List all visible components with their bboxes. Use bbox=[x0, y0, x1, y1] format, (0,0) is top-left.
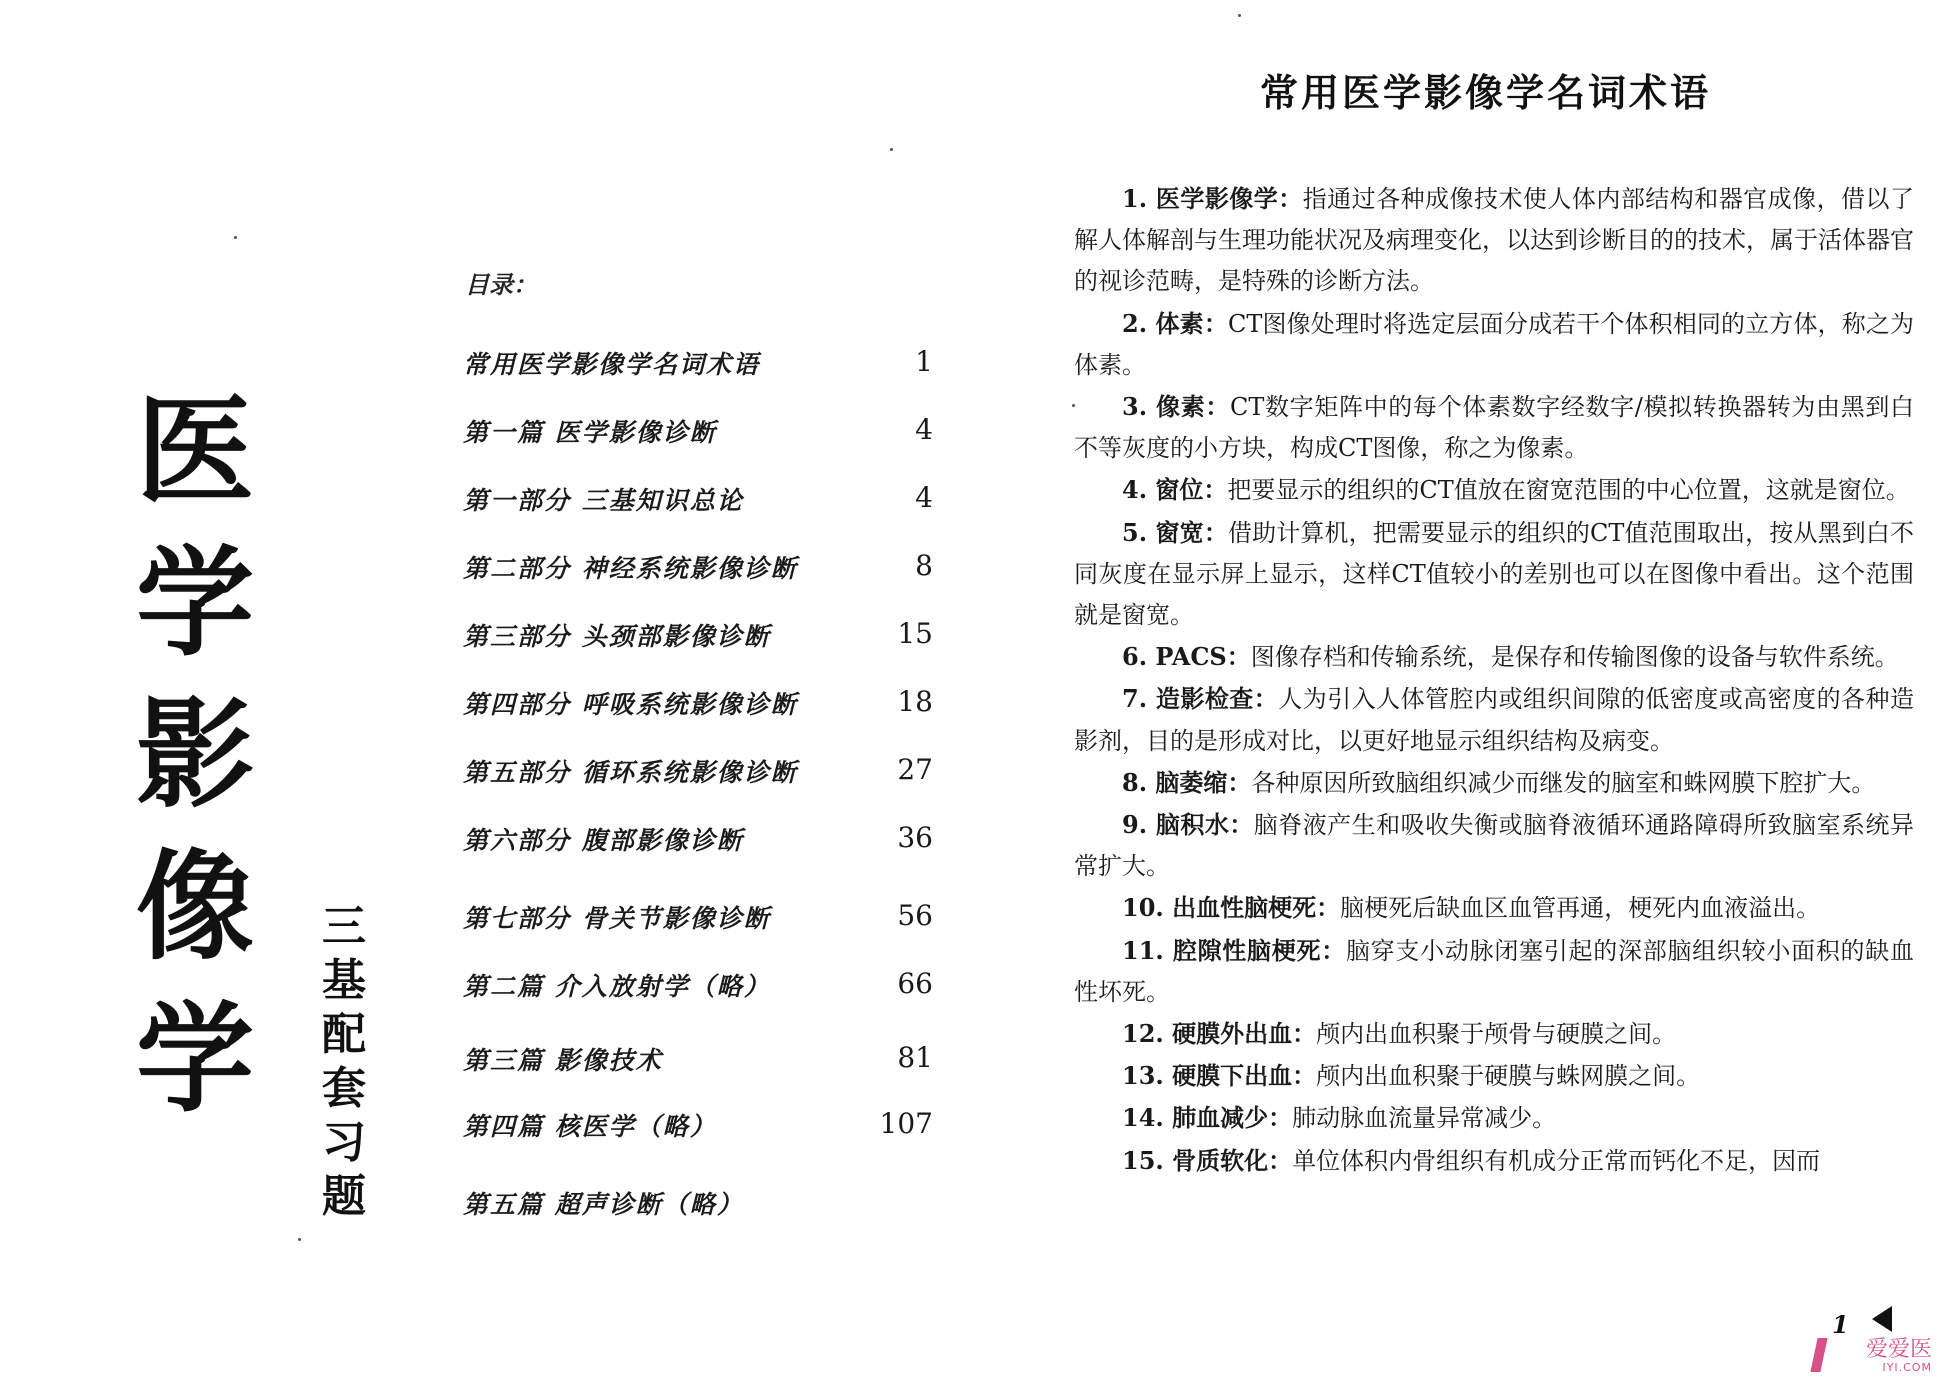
glossary-entry bbox=[1074, 636, 1914, 678]
toc-entry-page: 4 bbox=[915, 481, 933, 514]
glossary-term: 11. 腔隙性脑梗死： bbox=[1122, 935, 1346, 965]
toc-entry-page: 4 bbox=[915, 413, 933, 446]
glossary-term: 2. 体素： bbox=[1122, 308, 1228, 338]
cover-title-char: 影 bbox=[135, 685, 254, 824]
glossary-definition: 颅内出血积聚于颅骨与硬膜之间。 bbox=[1316, 1020, 1677, 1049]
glossary-body bbox=[1074, 178, 1914, 1182]
glossary-entry bbox=[1074, 762, 1914, 804]
glossary-entry bbox=[1074, 386, 1914, 469]
toc-entry-page: 27 bbox=[897, 753, 933, 786]
cover-title-char: 医 bbox=[135, 381, 254, 520]
watermark-text: 爱爱医 bbox=[1865, 1337, 1932, 1362]
toc-entry-title: 第四篇 核医学（略） bbox=[463, 1112, 717, 1141]
scan-speck bbox=[1072, 404, 1075, 407]
toc-entry-title: 第一篇 医学影像诊断 bbox=[463, 418, 717, 447]
toc-entry[interactable] bbox=[463, 1185, 933, 1225]
toc-entry[interactable] bbox=[463, 617, 933, 657]
glossary-definition: CT数字矩阵中的每个体素数字经数字/模拟转换器转为由黑到白不等灰度的小方块，构成CT图像，称之为像素。 bbox=[1074, 393, 1914, 463]
toc-entry[interactable] bbox=[463, 967, 933, 1007]
glossary-definition: 颅内出血积聚于硬膜与蛛网膜之间。 bbox=[1316, 1062, 1701, 1091]
glossary-entry bbox=[1074, 930, 1914, 1013]
toc-entry-title: 常用医学影像学名词术语 bbox=[463, 350, 761, 379]
toc-entry-page: 36 bbox=[897, 821, 933, 854]
toc-entry[interactable] bbox=[463, 549, 933, 589]
glossary-definition: 肺动脉血流量异常减少。 bbox=[1292, 1104, 1557, 1133]
subtitle-char: 基 bbox=[322, 955, 366, 1006]
toc-entry[interactable] bbox=[463, 899, 933, 939]
glossary-term: 3. 像素： bbox=[1122, 392, 1231, 422]
toc-entry[interactable] bbox=[463, 821, 933, 861]
toc-entry-title: 第七部分 骨关节影像诊断 bbox=[463, 904, 771, 933]
page-heading: 常用医学影像学名词术语 bbox=[1260, 70, 1712, 115]
cover-subtitle bbox=[318, 900, 370, 1224]
glossary-entry bbox=[1074, 1013, 1914, 1055]
toc-entry[interactable] bbox=[463, 413, 933, 453]
cover-title-char: 学 bbox=[135, 533, 254, 672]
glossary-entry bbox=[1074, 1097, 1914, 1139]
glossary-term: 7. 造影检查： bbox=[1122, 684, 1279, 714]
glossary-definition: 脑穿支小动脉闭塞引起的深部脑组织较小面积的缺血性坏死。 bbox=[1074, 936, 1915, 1006]
glossary-definition: 脑梗死后缺血区血管再通，梗死内血液溢出。 bbox=[1340, 894, 1821, 923]
glossary-entry bbox=[1074, 512, 1914, 637]
toc-entry-page: 18 bbox=[897, 685, 933, 718]
glossary-entry bbox=[1074, 678, 1914, 761]
glossary-definition: 指通过各种成像技术使人体内部结构和器官成像，借以了解人体解剖与生理功能状况及病理变化，以达到诊断目的的技术，属于活体器官的视诊范畴，是特殊的诊断方法。 bbox=[1074, 185, 1914, 296]
cover-title-char: 学 bbox=[135, 989, 254, 1128]
toc-entry[interactable] bbox=[463, 345, 933, 385]
toc-entry-title: 第四部分 呼吸系统影像诊断 bbox=[463, 690, 798, 719]
toc-entry-page: 56 bbox=[897, 899, 933, 932]
toc-entry-page: 1 bbox=[915, 345, 933, 378]
page-number: 1 bbox=[1832, 1310, 1849, 1339]
toc-entry-page: 8 bbox=[915, 549, 933, 582]
glossary-term: 4. 窗位： bbox=[1122, 475, 1228, 505]
glossary-entry bbox=[1074, 178, 1914, 303]
toc-entry-title: 第二部分 神经系统影像诊断 bbox=[463, 554, 798, 583]
glossary-term: 1. 医学影像学： bbox=[1122, 184, 1303, 213]
subtitle-char: 题 bbox=[322, 1171, 366, 1222]
toc-entry[interactable] bbox=[463, 685, 933, 725]
cover-title-char: 像 bbox=[135, 837, 254, 976]
scan-speck bbox=[890, 148, 893, 151]
toc-entry-page: 107 bbox=[879, 1107, 933, 1140]
scan-speck bbox=[298, 1238, 301, 1241]
left-page bbox=[0, 0, 960, 1380]
toc-entry-title: 第二篇 介入放射学（略） bbox=[463, 972, 771, 1001]
subtitle-char: 习 bbox=[322, 1117, 366, 1168]
cover-title bbox=[125, 375, 265, 1135]
scan-speck bbox=[234, 236, 237, 239]
glossary-definition: 各种原因所致脑组织减少而继发的脑室和蛛网膜下腔扩大。 bbox=[1251, 768, 1876, 797]
toc-entry[interactable] bbox=[463, 481, 933, 521]
glossary-term: 10. 出血性脑梗死： bbox=[1122, 893, 1341, 923]
glossary-entry bbox=[1074, 1055, 1914, 1097]
toc-label: 目录： bbox=[465, 270, 537, 299]
glossary-definition: 借助计算机，把需要显示的组织的CT值范围取出，按从黑到白不同灰度在显示屏上显示，这样CT值较小的差别也可以在图像中看出。这个范围就是窗宽。 bbox=[1074, 518, 1914, 630]
scan-speck bbox=[1238, 14, 1241, 17]
toc-entry-page: 15 bbox=[897, 617, 933, 650]
page-marker-triangle-icon bbox=[1872, 1306, 1892, 1332]
toc-entry-title: 第一部分 三基知识总论 bbox=[463, 486, 744, 515]
glossary-term: 6. PACS： bbox=[1122, 642, 1251, 672]
toc-entry-title: 第三篇 影像技术 bbox=[463, 1046, 663, 1075]
glossary-term: 8. 脑萎缩： bbox=[1122, 767, 1252, 797]
glossary-entry bbox=[1074, 887, 1914, 929]
glossary-definition: CT图像处理时将选定层面分成若干个体积相同的立方体，称之为体素。 bbox=[1074, 309, 1914, 379]
right-page bbox=[1010, 0, 1942, 1380]
toc-entry-title: 第五部分 循环系统影像诊断 bbox=[463, 758, 798, 787]
glossary-term: 14. 肺血减少： bbox=[1122, 1103, 1293, 1133]
toc-entry-title: 第五篇 超声诊断（略） bbox=[463, 1190, 744, 1219]
toc-entry[interactable] bbox=[463, 753, 933, 793]
watermark-domain: IYI.COM bbox=[1882, 1361, 1932, 1374]
toc-entry-title: 第六部分 腹部影像诊断 bbox=[463, 826, 744, 855]
glossary-entry bbox=[1074, 303, 1914, 386]
toc-entry-title: 第三部分 头颈部影像诊断 bbox=[463, 622, 771, 651]
toc-entry-page: 81 bbox=[897, 1041, 933, 1074]
subtitle-char: 套 bbox=[322, 1063, 366, 1114]
watermark bbox=[1866, 1338, 1932, 1374]
glossary-definition: 单位体积内骨组织有机成分正常而钙化不足，因而 bbox=[1292, 1146, 1821, 1175]
subtitle-char: 三 bbox=[322, 901, 366, 952]
glossary-definition: 脑脊液产生和吸收失衡或脑脊液循环通路障碍所致脑室系统异常扩大。 bbox=[1074, 811, 1914, 881]
toc-entry[interactable] bbox=[463, 1041, 933, 1081]
toc-entry-page: 66 bbox=[897, 967, 933, 1000]
glossary-definition: 人为引入人体管腔内或组织间隙的低密度或高密度的各种造影剂，目的是形成对比，以更好地显示组织结构及病变。 bbox=[1074, 685, 1914, 755]
glossary-term: 5. 窗宽： bbox=[1122, 517, 1228, 547]
glossary-entry bbox=[1074, 804, 1914, 887]
glossary-entry bbox=[1074, 469, 1914, 511]
glossary-term: 15. 骨质软化： bbox=[1122, 1145, 1293, 1175]
subtitle-char: 配 bbox=[322, 1009, 366, 1060]
glossary-definition: 图像存档和传输系统，是保存和传输图像的设备与软件系统。 bbox=[1250, 643, 1899, 672]
glossary-definition: 把要显示的组织的CT值放在窗宽范围的中心位置，这就是窗位。 bbox=[1227, 476, 1910, 505]
glossary-entry bbox=[1074, 1140, 1914, 1182]
glossary-term: 13. 硬膜下出血： bbox=[1122, 1061, 1317, 1091]
toc-entry[interactable] bbox=[463, 1107, 933, 1147]
glossary-term: 9. 脑积水： bbox=[1122, 810, 1254, 840]
glossary-term: 12. 硬膜外出血： bbox=[1122, 1019, 1317, 1049]
